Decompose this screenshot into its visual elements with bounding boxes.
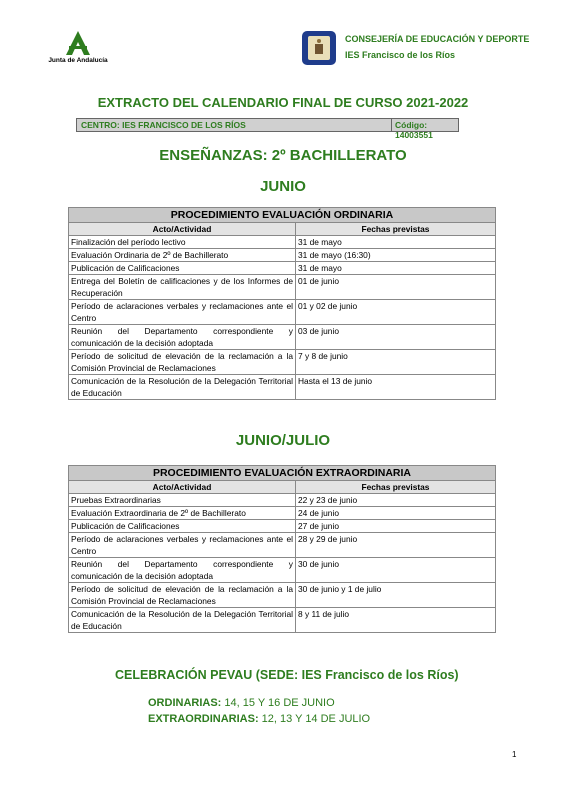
table-row bbox=[69, 350, 496, 375]
ordinary-table-title: PROCEDIMIENTO EVALUACIÓN ORDINARIA bbox=[69, 208, 496, 223]
junta-andalucia-icon bbox=[65, 30, 91, 56]
table-row bbox=[69, 507, 496, 520]
date-cell: 7 y 8 de junio bbox=[296, 350, 496, 375]
date-cell: 8 y 11 de julio bbox=[296, 608, 496, 633]
table-row bbox=[69, 583, 496, 608]
table-row bbox=[69, 300, 496, 325]
month-heading-junio-julio: JUNIO/JULIO bbox=[235, 432, 331, 449]
date-cell: 30 de junio bbox=[296, 558, 496, 583]
ensenanzas-heading: ENSEÑANZAS: 2º BACHILLERATO bbox=[159, 147, 407, 164]
activity-cell: Publicación de Calificaciones bbox=[69, 262, 296, 275]
table-row bbox=[69, 558, 496, 583]
date-cell: 01 de junio bbox=[296, 275, 496, 300]
activity-cell: Período de solicitud de elevación de la reclamación a la Comisión Provincial de Reclamaciones bbox=[69, 583, 296, 608]
activity-cell: Comunicación de la Resolución de la Delegación Territorial de Educación bbox=[69, 375, 296, 400]
col-activity: Acto/Actividad bbox=[69, 223, 296, 236]
pevau-ordinarias bbox=[148, 697, 335, 709]
col-dates: Fechas previstas bbox=[296, 481, 496, 494]
activity-cell: Finalización del período lectivo bbox=[69, 236, 296, 249]
junta-label: Junta de Andalucía bbox=[48, 57, 108, 64]
extraordinary-table bbox=[68, 465, 496, 633]
table-row bbox=[69, 520, 496, 533]
activity-cell: Período de aclaraciones verbales y reclamaciones ante el Centro bbox=[69, 533, 296, 558]
page-title: EXTRACTO DEL CALENDARIO FINAL DE CURSO 2021-2022 bbox=[97, 95, 469, 110]
centro-bar bbox=[76, 118, 459, 140]
ordinarias-dates: 14, 15 Y 16 DE JUNIO bbox=[221, 697, 335, 709]
table-row bbox=[69, 533, 496, 558]
date-cell: 30 de junio y 1 de julio bbox=[296, 583, 496, 608]
page-number: 1 bbox=[512, 750, 517, 759]
col-activity: Acto/Actividad bbox=[69, 481, 296, 494]
junta-andalucia-logo bbox=[38, 30, 118, 64]
extraordinary-table-title: PROCEDIMIENTO EVALUACIÓN EXTRAORDINARIA bbox=[69, 466, 496, 481]
table-row bbox=[69, 249, 496, 262]
centro-label: CENTRO: IES FRANCISCO DE LOS RÍOS bbox=[81, 120, 246, 130]
table-row bbox=[69, 325, 496, 350]
month-heading-junio: JUNIO bbox=[260, 178, 306, 195]
activity-cell: Evaluación Ordinaria de 2º de Bachillerato bbox=[69, 249, 296, 262]
centro-codigo: Código: 14003551 bbox=[395, 120, 433, 140]
col-dates: Fechas previstas bbox=[296, 223, 496, 236]
date-cell: 31 de mayo bbox=[296, 262, 496, 275]
table-row bbox=[69, 275, 496, 300]
date-cell: 24 de junio bbox=[296, 507, 496, 520]
activity-cell: Comunicación de la Resolución de la Delegación Territorial de Educación bbox=[69, 608, 296, 633]
activity-cell: Reunión del Departamento correspondiente y comunicación de la decisión adoptada bbox=[69, 325, 296, 350]
school-seal-icon bbox=[302, 31, 336, 65]
date-cell: 28 y 29 de junio bbox=[296, 533, 496, 558]
date-cell: 27 de junio bbox=[296, 520, 496, 533]
date-cell: 31 de mayo (16:30) bbox=[296, 249, 496, 262]
table-row bbox=[69, 262, 496, 275]
ordinary-table bbox=[68, 207, 496, 400]
date-cell: Hasta el 13 de junio bbox=[296, 375, 496, 400]
pevau-heading: CELEBRACIÓN PEVAU (SEDE: IES Francisco de los Ríos) bbox=[115, 668, 459, 682]
activity-cell: Entrega del Boletín de calificaciones y de los Informes de Recuperación bbox=[69, 275, 296, 300]
date-cell: 01 y 02 de junio bbox=[296, 300, 496, 325]
activity-cell: Evaluación Extraordinaria de 2º de Bachillerato bbox=[69, 507, 296, 520]
date-cell: 22 y 23 de junio bbox=[296, 494, 496, 507]
activity-cell: Reunión del Departamento correspondiente y comunicación de la decisión adoptada bbox=[69, 558, 296, 583]
activity-cell: Publicación de Calificaciones bbox=[69, 520, 296, 533]
date-cell: 31 de mayo bbox=[296, 236, 496, 249]
activity-cell: Período de solicitud de elevación de la reclamación a la Comisión Provincial de Reclamaciones bbox=[69, 350, 296, 375]
pevau-extraordinarias bbox=[148, 713, 370, 725]
activity-cell: Período de aclaraciones verbales y reclamaciones ante el Centro bbox=[69, 300, 296, 325]
table-row bbox=[69, 494, 496, 507]
table-row bbox=[69, 375, 496, 400]
extraordinarias-label: EXTRAORDINARIAS: bbox=[148, 713, 259, 725]
ordinarias-label: ORDINARIAS: bbox=[148, 697, 222, 709]
activity-cell: Pruebas Extraordinarias bbox=[69, 494, 296, 507]
date-cell: 03 de junio bbox=[296, 325, 496, 350]
extraordinarias-dates: 12, 13 Y 14 DE JULIO bbox=[258, 713, 371, 725]
table-row bbox=[69, 236, 496, 249]
consejeria-label: CONSEJERÍA DE EDUCACIÓN Y DEPORTE bbox=[345, 34, 530, 44]
table-row bbox=[69, 608, 496, 633]
school-name: IES Francisco de los Ríos bbox=[345, 50, 456, 60]
